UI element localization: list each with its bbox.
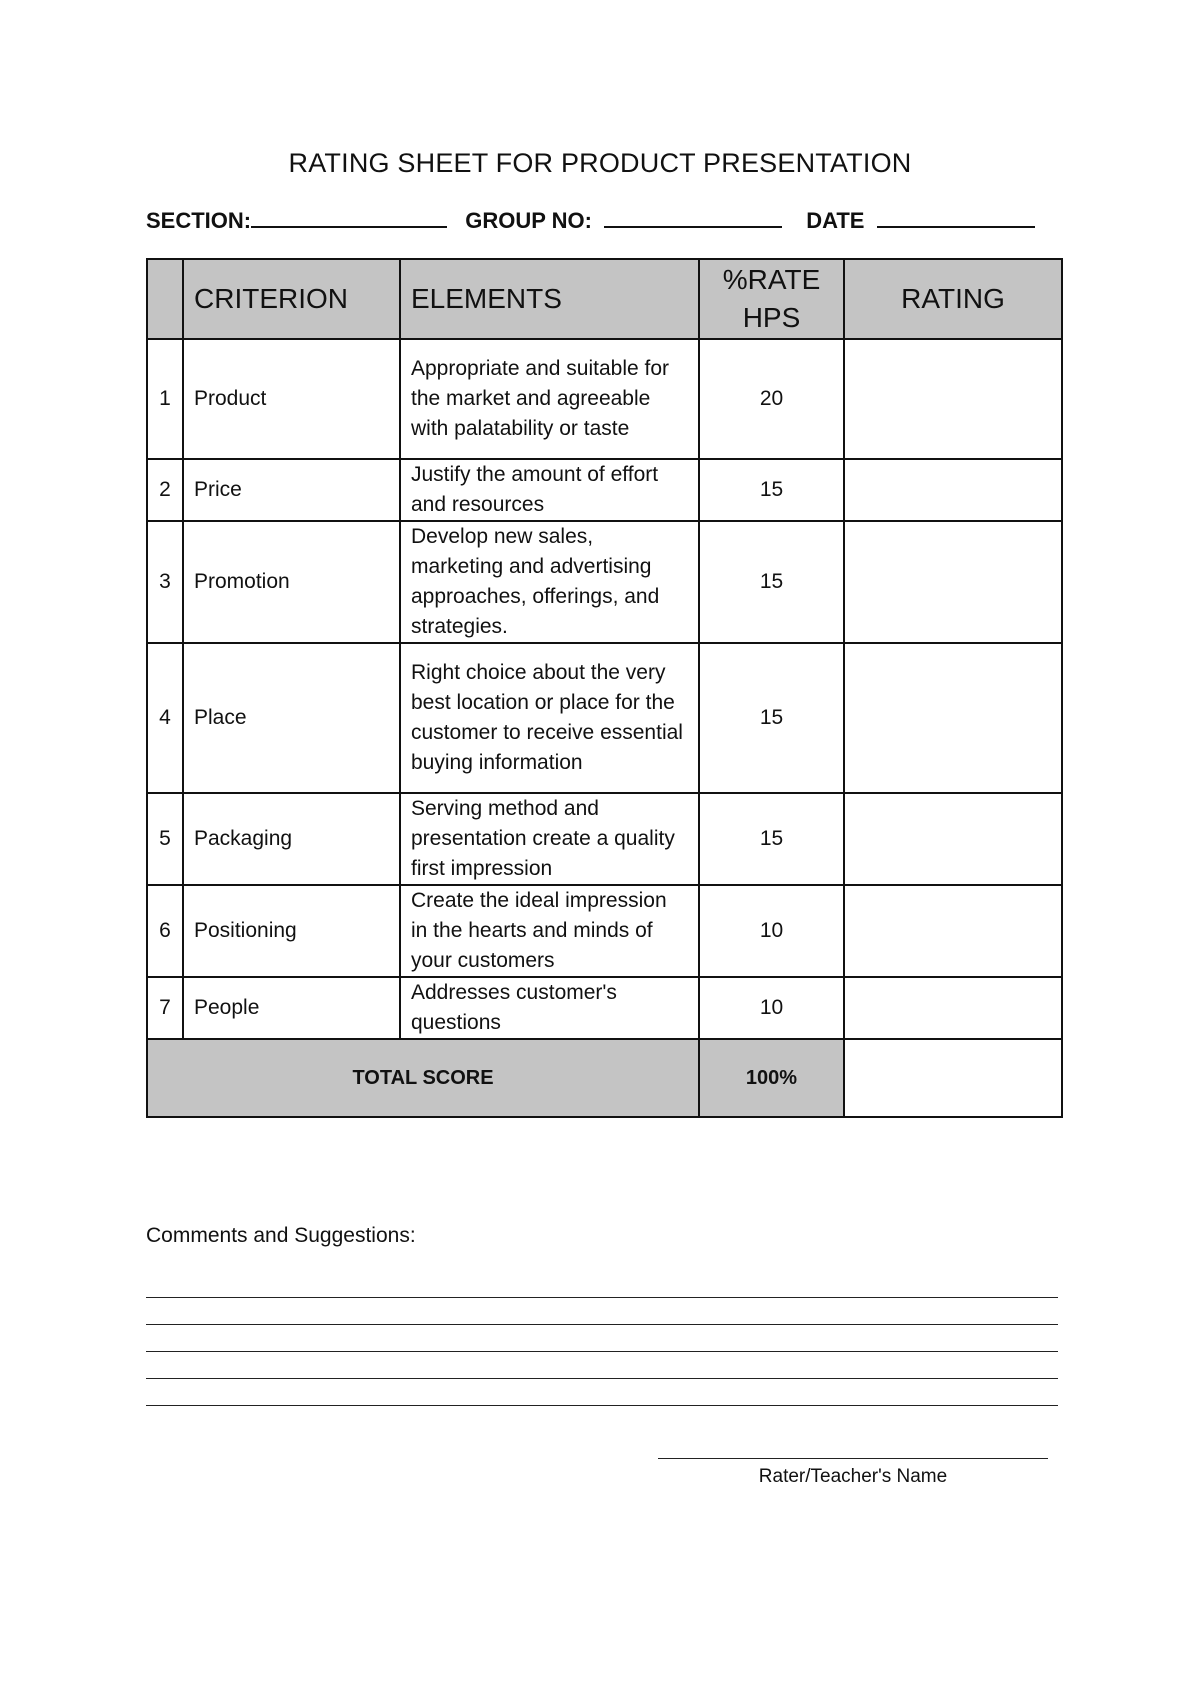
comments-label: Comments and Suggestions: bbox=[146, 1224, 416, 1247]
row-number: 6 bbox=[147, 885, 183, 977]
elements-cell: Right choice about the very best location or place for the customer to receive essential buying information bbox=[400, 643, 699, 793]
row-number: 7 bbox=[147, 977, 183, 1039]
section-label: SECTION: bbox=[146, 208, 252, 233]
table-row bbox=[147, 643, 1062, 793]
rating-table bbox=[146, 258, 1063, 1118]
total-row bbox=[147, 1039, 1062, 1117]
table-row bbox=[147, 459, 1062, 521]
row-number: 4 bbox=[147, 643, 183, 793]
table-row bbox=[147, 793, 1062, 885]
elements-cell: Addresses customer's questions bbox=[400, 977, 699, 1039]
table-row bbox=[147, 339, 1062, 459]
comment-line[interactable] bbox=[146, 1405, 1058, 1406]
col-header-rating: RATING bbox=[844, 259, 1062, 339]
table-row bbox=[147, 977, 1062, 1039]
elements-cell: Create the ideal impression in the hearts and minds of your customers bbox=[400, 885, 699, 977]
table-header-row bbox=[147, 259, 1062, 339]
hps-cell: 15 bbox=[699, 459, 844, 521]
rating-cell[interactable] bbox=[844, 339, 1062, 459]
total-label: TOTAL SCORE bbox=[147, 1039, 699, 1117]
table-row bbox=[147, 885, 1062, 977]
page-title: RATING SHEET FOR PRODUCT PRESENTATION bbox=[288, 148, 912, 178]
comment-line[interactable] bbox=[146, 1297, 1058, 1298]
group-field[interactable] bbox=[604, 208, 782, 228]
rating-cell[interactable] bbox=[844, 885, 1062, 977]
criterion-cell: People bbox=[183, 977, 400, 1039]
criterion-cell: Place bbox=[183, 643, 400, 793]
row-number: 1 bbox=[147, 339, 183, 459]
date-label: DATE bbox=[806, 208, 865, 233]
comment-line[interactable] bbox=[146, 1378, 1058, 1379]
elements-cell: Serving method and presentation create a quality first impression bbox=[400, 793, 699, 885]
row-number: 3 bbox=[147, 521, 183, 643]
section-field[interactable] bbox=[251, 208, 447, 228]
col-header-elements: ELEMENTS bbox=[400, 259, 699, 339]
hps-cell: 15 bbox=[699, 643, 844, 793]
rating-cell[interactable] bbox=[844, 459, 1062, 521]
criterion-cell: Promotion bbox=[183, 521, 400, 643]
elements-cell: Appropriate and suitable for the market and agreeable with palatability or taste bbox=[400, 339, 699, 459]
group-label: GROUP NO: bbox=[465, 208, 592, 233]
hps-cell: 10 bbox=[699, 885, 844, 977]
signature-line[interactable] bbox=[658, 1458, 1048, 1459]
header-fields bbox=[146, 208, 1035, 234]
hps-cell: 20 bbox=[699, 339, 844, 459]
comment-line[interactable] bbox=[146, 1324, 1058, 1325]
criterion-cell: Product bbox=[183, 339, 400, 459]
hps-cell: 10 bbox=[699, 977, 844, 1039]
total-hps: 100% bbox=[699, 1039, 844, 1117]
criterion-cell: Positioning bbox=[183, 885, 400, 977]
total-rating-cell[interactable] bbox=[844, 1039, 1062, 1117]
rating-cell[interactable] bbox=[844, 977, 1062, 1039]
table-row bbox=[147, 521, 1062, 643]
rating-cell[interactable] bbox=[844, 521, 1062, 643]
elements-cell: Develop new sales, marketing and advertising approaches, offerings, and strategies. bbox=[400, 521, 699, 643]
comment-line[interactable] bbox=[146, 1351, 1058, 1352]
row-number: 5 bbox=[147, 793, 183, 885]
signature-label: Rater/Teacher's Name bbox=[758, 1466, 948, 1487]
date-field[interactable] bbox=[877, 208, 1035, 228]
rating-cell[interactable] bbox=[844, 793, 1062, 885]
elements-cell: Justify the amount of effort and resources bbox=[400, 459, 699, 521]
criterion-cell: Packaging bbox=[183, 793, 400, 885]
hps-cell: 15 bbox=[699, 521, 844, 643]
hps-cell: 15 bbox=[699, 793, 844, 885]
rating-cell[interactable] bbox=[844, 643, 1062, 793]
col-header-number bbox=[147, 259, 183, 339]
col-header-rate-hps: %RATE HPS bbox=[699, 259, 844, 339]
criterion-cell: Price bbox=[183, 459, 400, 521]
col-header-criterion: CRITERION bbox=[183, 259, 400, 339]
row-number: 2 bbox=[147, 459, 183, 521]
